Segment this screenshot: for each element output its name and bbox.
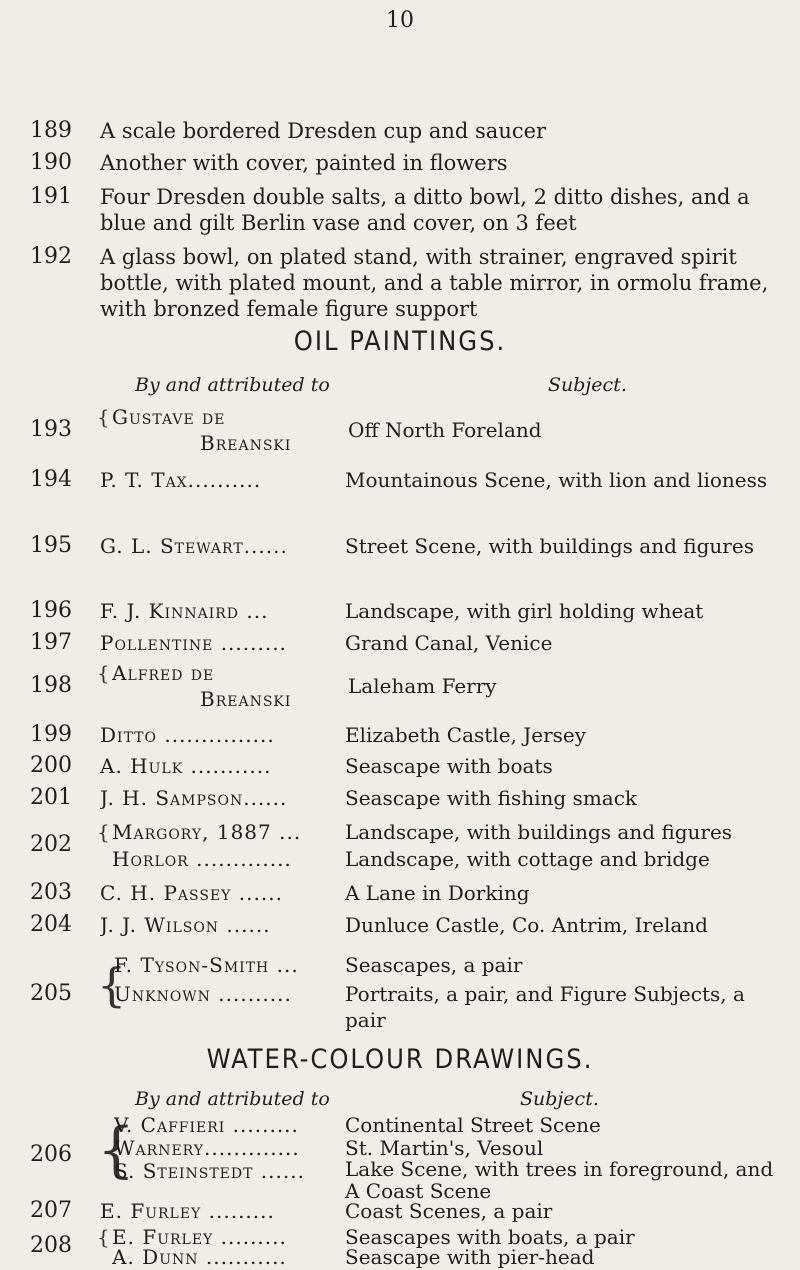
artist-name: Gustave de [112, 405, 226, 429]
artist-name: J. H. Sampson...... [100, 786, 288, 810]
artist-name: Unknown .......... [114, 982, 292, 1006]
section-title-oil-paintings: OIL PAINTINGS. [293, 326, 507, 357]
subject: Seascape with boats [345, 754, 553, 778]
artist-name: G. L. Stewart...... [100, 534, 288, 558]
artist-name: F. J. Kinnaird ... [100, 599, 269, 623]
subject: Landscape, with cottage and bridge [345, 847, 710, 871]
lot-number: 208 [30, 1233, 72, 1258]
subject: Elizabeth Castle, Jersey [345, 723, 587, 747]
subject: Seascapes with boats, a pair [345, 1225, 635, 1249]
artist-name: Pollentine ......... [100, 631, 287, 655]
lot-number: 200 [30, 753, 72, 778]
lot-number: 203 [30, 880, 72, 905]
lot-number: 204 [30, 912, 72, 937]
lot-number: 206 [30, 1142, 72, 1167]
subject: Coast Scenes, a pair [345, 1199, 553, 1223]
brace-icon: { [97, 958, 127, 1012]
lot-number: 196 [30, 598, 72, 623]
artist-name: Warnery............. [114, 1136, 300, 1160]
lot-number: 193 [30, 417, 72, 442]
artist-name: Breanski [200, 431, 292, 455]
artist-name: Horlor ............. [112, 847, 292, 871]
lot-number: 195 [30, 533, 72, 558]
artist-name: Alfred de [112, 661, 215, 685]
artist-name: V. Caffieri ......... [114, 1113, 299, 1137]
subject: St. Martin's, Vesoul [345, 1136, 544, 1160]
lot-description: Four Dresden double salts, a ditto bowl, 2 ditto dishes, and a blue and gilt Berlin vase and cover, on 3 feet [100, 185, 750, 235]
brace-icon: { [97, 661, 110, 685]
subject: Continental Street Scene [345, 1113, 601, 1137]
subject: Street Scene, with buildings and figures [345, 534, 754, 558]
lot-number: 198 [30, 673, 72, 698]
lot-description: A glass bowl, on plated stand, with strainer, engraved spirit bottle, with plated mount, and a table mirror, in ormolu frame, with bronzed female figure support [100, 245, 769, 321]
artist-name: A. Dunn ........... [112, 1245, 287, 1269]
artist-name: Ditto ............... [100, 723, 275, 747]
subject: Dunluce Castle, Co. Antrim, Ireland [345, 913, 708, 937]
subject: Lake Scene, with trees in foreground, and A Coast Scene [345, 1157, 774, 1203]
artist-name: E. Furley ......... [100, 1199, 275, 1223]
artist-name: P. T. Tax.......... [100, 468, 262, 492]
lot-number: 199 [30, 722, 72, 747]
column-header-artist: By and attributed to [135, 374, 330, 396]
subject: Seascape with pier-head [345, 1245, 595, 1269]
artist-name: A. Hulk ........... [100, 754, 272, 778]
subject: A Lane in Dorking [345, 881, 530, 905]
subject: Mountainous Scene, with lion and lioness [345, 468, 768, 492]
subject: Portraits, a pair, and Figure Subjects, a pair [345, 982, 745, 1032]
subject: Grand Canal, Venice [345, 631, 553, 655]
column-header-subject: Subject. [548, 374, 627, 396]
column-header-subject: Subject. [520, 1088, 599, 1110]
lot-number: 202 [30, 832, 72, 857]
subject: Landscape, with buildings and figures [345, 820, 733, 844]
artist-name: Margory, 1887 ... [112, 820, 302, 844]
artist-name: J. J. Wilson ...... [100, 913, 271, 937]
artist-name: E. Furley ......... [112, 1225, 287, 1249]
page-number: 10 [386, 8, 414, 33]
subject: Seascape with fishing smack [345, 786, 638, 810]
subject: Landscape, with girl holding wheat [345, 599, 704, 623]
artist-name: Breanski [200, 687, 292, 711]
lot-number: 197 [30, 630, 72, 655]
lot-description: A scale bordered Dresden cup and saucer [100, 119, 547, 143]
artist-name: C. H. Passey ...... [100, 881, 283, 905]
section-title-water-colour-drawings: WATER-COLOUR DRAWINGS. [206, 1044, 594, 1075]
brace-icon: { [97, 820, 110, 844]
lot-number: 207 [30, 1198, 72, 1223]
lot-number: 192 [30, 244, 72, 269]
lot-number: 205 [30, 981, 72, 1006]
brace-icon: { [97, 405, 110, 429]
lot-description: Another with cover, painted in flowers [100, 151, 508, 175]
subject: Seascapes, a pair [345, 953, 523, 977]
lot-number: 190 [30, 150, 72, 175]
brace-icon: { [97, 1225, 110, 1249]
column-header-artist: By and attributed to [135, 1088, 330, 1110]
brace-icon: { [97, 1115, 136, 1185]
lot-number: 189 [30, 118, 72, 143]
artist-name: S. Steinstedt ...... [114, 1159, 305, 1183]
lot-number: 201 [30, 785, 72, 810]
subject: Laleham Ferry [348, 674, 497, 698]
subject: Off North Foreland [348, 418, 542, 442]
lot-number: 191 [30, 184, 72, 209]
artist-name: F. Tyson-Smith ... [114, 953, 299, 977]
lot-number: 194 [30, 467, 72, 492]
